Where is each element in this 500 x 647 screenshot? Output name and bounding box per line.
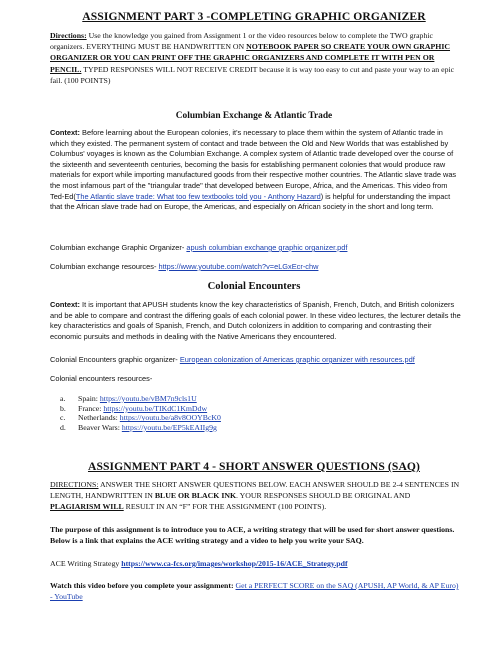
- part3-directions: [50, 30, 460, 86]
- part3-title: ASSIGNMENT PART 3 -COMPLETING GRAPHIC ORGANIZER: [82, 10, 426, 23]
- ace-strategy-pdf-link[interactable]: https://www.ca-fcs.org/images/workshop/2015-16/ACE_Strategy.pdf: [121, 559, 348, 568]
- ted-ed-video-link[interactable]: The Atlantic slave trade: What too few textbooks told you - Anthony Hazard: [75, 191, 321, 201]
- part4-purpose: [50, 524, 462, 546]
- list-label: France:: [78, 403, 104, 413]
- plagiarism-warning: PLAGIARISM WILL: [50, 502, 124, 512]
- directions-text-a: Use the knowledge you gained from Assignment 1 or the video resources below to complete the TWO graphic organizers. EVERYTHING MUST BE HANDWRITTEN ON: [50, 31, 433, 52]
- colonial-resources-line: [50, 374, 462, 385]
- context-text: It is important that APUSH students know the key characteristics of Spanish, French, Dutch, and British colonizers and be able to compare and contrast the differing goals of each colonial power. In these video lectures, the lecturer details the key characteristics and goals of Spanish, French, and Dutch colonizers in addition to comparing and contrasting their economic pursuits and methods in dealing with the Native Americans they encountered.: [50, 300, 461, 341]
- organizer-label: Columbian exchange Graphic Organizer-: [50, 243, 187, 252]
- directions-label: Directions:: [50, 31, 87, 40]
- ink-color-requirement: BLUE OR BLACK INK: [154, 491, 237, 501]
- directions-label: DIRECTIONS:: [50, 480, 99, 489]
- directions-notebook-paper: NOTEBOOK PAPER SO CREATE YOUR OWN GRAPHIC ORGANIZER OR YOU CAN PRINT OFF THE GRAPHIC ORGANIZERS AND COMPLETE IT WITH PEN OR PENCIL.: [50, 42, 451, 74]
- resources-label: Columbian exchange resources-: [50, 262, 159, 271]
- directions-text-c: . YOUR RESPONSES SHOULD BE ORIGINAL AND: [236, 491, 411, 501]
- spain-video-link[interactable]: https://youtu.be/vBM7n9cls1U: [99, 394, 197, 403]
- columbian-context: [50, 128, 462, 213]
- watch-video-line: [50, 580, 462, 602]
- list-label: Beaver Wars:: [78, 422, 122, 432]
- columbian-organizer-line: [50, 243, 462, 254]
- section-heading-columbian: Columbian Exchange & Atlantic Trade: [175, 111, 333, 121]
- part3-title-block: [44, 10, 464, 23]
- directions-text-c: TYPED RESPONSES WILL NOT RECEIVE CREDIT because it is way too easy to cut and paste your way to an epic fail. (100 POINTS): [50, 64, 455, 85]
- colonial-resource-list: [50, 394, 462, 432]
- colonial-organizer-pdf-link[interactable]: European colonization of Americas graphic organizer with resources.pdf: [179, 355, 415, 364]
- context-text-b: ) is helpful for understanding the impact that the African slave trade had on Europe, the Americas, and especially on African society in the short and long term.: [50, 191, 451, 212]
- colonial-context: [50, 300, 462, 342]
- list-item: [50, 394, 462, 404]
- columbian-organizer-pdf-link[interactable]: apush columbian exchange graphic organizer.pdf: [186, 243, 348, 252]
- ace-label: ACE Writing Strategy: [50, 559, 122, 568]
- list-label: Netherlands:: [78, 413, 120, 423]
- list-item: [50, 413, 462, 423]
- ace-strategy-line: [50, 558, 462, 569]
- part4-directions: [50, 479, 462, 513]
- list-marker: a.: [60, 394, 66, 403]
- colonial-organizer-line: [50, 355, 462, 366]
- list-marker: d.: [60, 422, 66, 432]
- columbian-youtube-link[interactable]: https://www.youtube.com/watch?v=eLGxEcr-chw: [158, 262, 319, 271]
- watch-label: Watch this video before you complete your assignment:: [50, 581, 236, 590]
- list-label: Spain:: [78, 394, 100, 403]
- list-marker: c.: [60, 413, 66, 423]
- resources-label: Colonial encounters resources-: [50, 374, 153, 383]
- section-colonial-heading-block: [54, 281, 454, 292]
- part4-title-block: [44, 460, 464, 473]
- list-item: [50, 423, 462, 433]
- beaver-wars-video-link[interactable]: https://youtu.be/EP5kEAIIg9g: [121, 422, 217, 432]
- list-item: [50, 404, 462, 414]
- section-heading-colonial: Colonial Encounters: [207, 281, 301, 292]
- context-text-a: Before learning about the European colonies, it's necessary to place them within the system of Atlantic trade in which they existed. The permanent system of contact and trade between the Old and New Worlds that was established by Columbus' voyages is known as the Columbian Exchange. A complex system of Atlantic trade developed over the course of the sixteenth and seventeenth centuries, becoming the basis for establishing permanent colonies that would produce raw materials for export while importing manufactured goods from their respective mother countries. The Atlantic slave trade was the most infamous part of the "triangular trade" that developed between Europe, Africa, and the Americas. This video from Ted-Ed(: [50, 128, 457, 201]
- organizer-label: Colonial Encounters graphic organizer-: [50, 355, 180, 364]
- france-video-link[interactable]: https://youtu.be/TIKdC1KmDdw: [103, 403, 208, 413]
- directions-text-a: ANSWER THE SHORT ANSWER QUESTIONS BELOW. EACH ANSWER SHOULD BE 2-4 SENTENCES IN LENGTH, HANDWRITTEN IN: [50, 480, 460, 501]
- context-label: Context:: [50, 128, 80, 137]
- columbian-resources-line: [50, 262, 462, 273]
- part4-title: ASSIGNMENT PART 4 - SHORT ANSWER QUESTIONS (SAQ): [87, 460, 420, 473]
- context-label: Context:: [50, 300, 80, 309]
- directions-text-e: RESULT IN AN “F” FOR THE ASSIGNMENT (100 POINTS).: [123, 502, 327, 512]
- saq-youtube-link[interactable]: Get a PERFECT SCORE on the SAQ (APUSH, AP World, & AP Euro) - YouTube: [50, 581, 459, 602]
- list-marker: b.: [60, 403, 66, 413]
- purpose-text: The purpose of this assignment is to introduce you to ACE, a writing strategy that will be used for short answer questions. Below is a link that explains the ACE writing strategy and a video to help you write your SAQ.: [50, 525, 455, 546]
- netherlands-video-link[interactable]: https://youtu.be/a8v8OOYBcK0: [119, 413, 221, 423]
- section-columbian-heading-block: [54, 111, 454, 121]
